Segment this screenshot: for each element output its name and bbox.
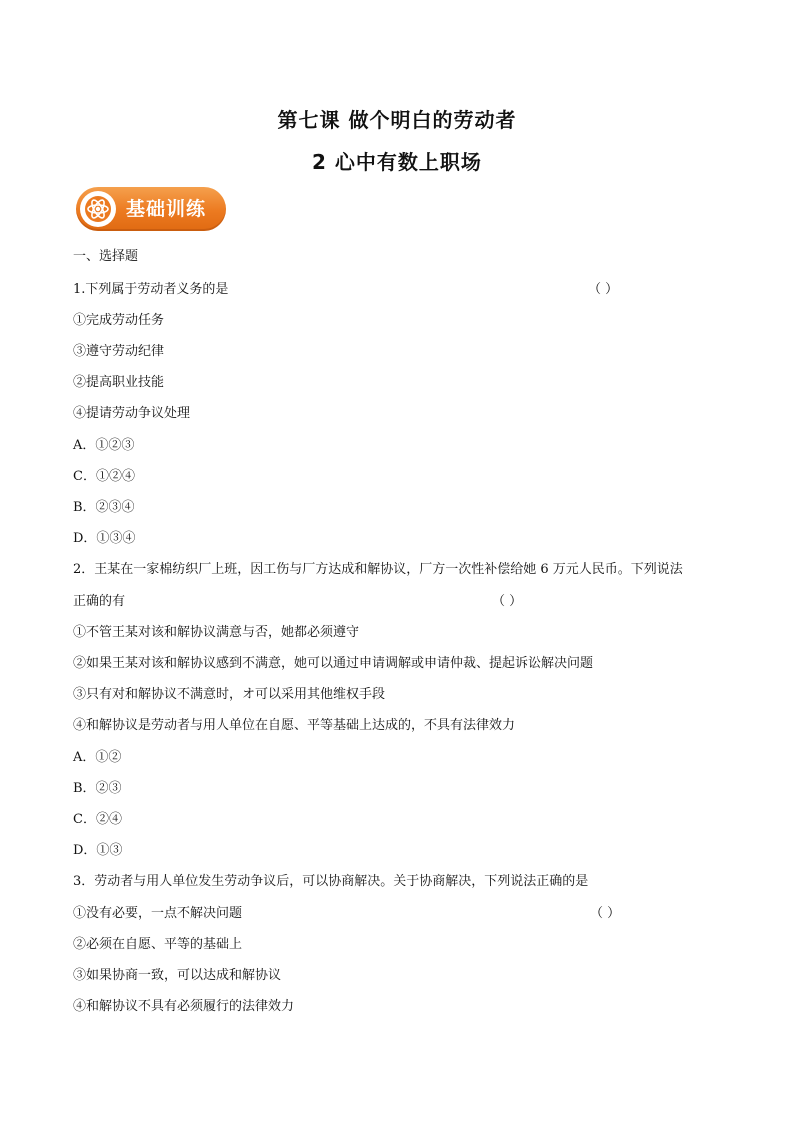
question-1-option: B．②③④ <box>73 500 135 515</box>
question-2-option: C．②④ <box>73 812 122 827</box>
question-3-answer-blank: （ ） <box>590 906 621 921</box>
question-2-option: A．①② <box>73 750 122 765</box>
question-3-statement: ②必须在自愿、平等的基础上 <box>73 937 243 952</box>
question-1-stem: 1.下列属于劳动者义务的是 <box>73 282 229 297</box>
question-1-statement: ②提高职业技能 <box>73 375 165 390</box>
question-2-option: D．①③ <box>73 843 123 858</box>
badge-label: 基础训练 <box>126 198 207 220</box>
question-1-answer-blank: （ ） <box>588 282 619 297</box>
question-3-statement: ①没有必要，一点不解决问题 <box>73 906 243 921</box>
question-2-statement: ③只有对和解协议不满意时，オ可以采用其他维权手段 <box>73 687 386 702</box>
question-2-option: B．②③ <box>73 781 122 796</box>
section-heading: 一、选择题 <box>73 249 139 264</box>
question-1-option: C．①②④ <box>73 469 135 484</box>
question-3-statement: ③如果协商一致，可以达成和解协议 <box>73 968 282 983</box>
atom-icon <box>83 194 113 224</box>
question-3-statement: ④和解协议不具有必须履行的法律效力 <box>73 999 295 1014</box>
question-2-statement: ①不管王某对该和解协议满意与否，她都必须遵守 <box>73 625 360 640</box>
section-title: 2 心中有数上职场 <box>312 150 482 174</box>
question-1-statement: ④提请劳动争议处理 <box>73 406 191 421</box>
question-2-answer-blank: （ ） <box>492 594 523 609</box>
lesson-title: 第七课 做个明白的劳动者 <box>277 108 517 132</box>
question-2-statement: ④和解协议是劳动者与用人单位在自愿、平等基础上达成的，不具有法律效力 <box>73 718 516 733</box>
badge-icon-holder <box>80 191 116 227</box>
question-3-stem: 3．劳动者与用人单位发生劳动争议后，可以协商解决。关于协商解决，下列说法正确的是 <box>73 874 589 889</box>
question-2-statement: ②如果王某对该和解协议感到不满意，她可以通过申请调解或申请仲裁、提起诉讼解决问题 <box>73 656 594 671</box>
question-1-statement: ③遵守劳动纪律 <box>73 344 165 359</box>
question-1-option: A．①②③ <box>73 438 135 453</box>
basic-training-badge <box>76 187 226 231</box>
question-2-stem-line-1: 2．王某在一家棉纺织厂上班，因工伤与厂方达成和解协议，厂方一次性补偿给她 6 万元人民币。下列说法 <box>73 562 683 577</box>
question-1-statement: ①完成劳动任务 <box>73 313 165 328</box>
question-1-option: D．①③④ <box>73 531 136 546</box>
question-2-stem-line-2: 正确的有 <box>73 594 126 609</box>
